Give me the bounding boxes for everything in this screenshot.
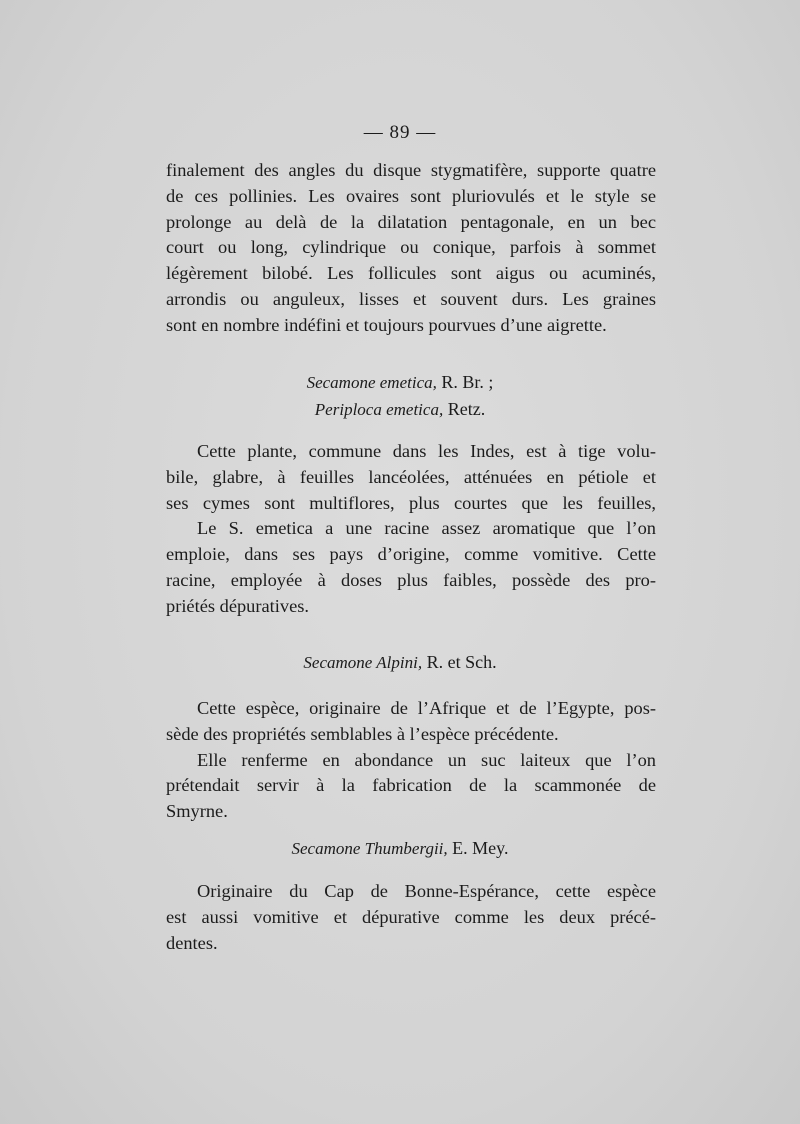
- text-line: racine, employée à doses plus faibles, possède des pro-: [166, 569, 656, 590]
- text-line: bile, glabre, à feuilles lancéolées, atténuées en pétiole et: [166, 466, 656, 487]
- text-line: de ces pollinies. Les ovaires sont pluriovulés et le style se: [166, 185, 656, 206]
- species-name: Secamone emetica,: [306, 373, 437, 392]
- text-line: emploie, dans ses pays d’origine, comme vomitive. Cette: [166, 544, 656, 565]
- species-heading-emetica: [0, 371, 800, 394]
- alpini-paragraph: [166, 696, 656, 825]
- text-line: Cette plante, commune dans les Indes, est à tige volu-: [197, 441, 656, 461]
- page-number: — 89 —: [363, 122, 437, 143]
- species-name: Secamone Thumbergii,: [291, 839, 448, 858]
- text-line: sède des propriétés semblables à l’espèce précédente.: [166, 723, 559, 744]
- synonym-author: Retz.: [447, 399, 486, 419]
- species-heading-thumbergii: [0, 837, 800, 860]
- synonym-name: Periploca emetica,: [314, 400, 444, 419]
- species-synonym-heading: [0, 398, 800, 421]
- species-heading-alpini: [0, 651, 800, 674]
- species-author: E. Mey.: [452, 838, 509, 858]
- text-line: légèrement bilobé. Les follicules sont aigus ou acuminés,: [166, 263, 656, 284]
- text-line: dentes.: [166, 932, 218, 953]
- text-line: Originaire du Cap de Bonne-Espérance, cette espèce: [197, 881, 656, 901]
- text-line: prolonge au delà de la dilatation pentagonale, en un bec: [166, 211, 656, 232]
- species-name: Secamone Alpini,: [303, 653, 423, 672]
- intro-paragraph: [166, 158, 656, 339]
- emetica-paragraph: [166, 439, 656, 620]
- text-line: priétés dépuratives.: [166, 595, 309, 616]
- text-line: Le S. emetica a une racine assez aromatique que l’on: [197, 518, 656, 539]
- text-line: sont en nombre indéfini et toujours pourvues d’une aigrette.: [166, 314, 607, 335]
- thumbergii-paragraph: [166, 879, 656, 956]
- text-line: est aussi vomitive et dépurative comme les deux précé-: [166, 906, 656, 927]
- text-line: Cette espèce, originaire de l’Afrique et de l’Egypte, pos-: [197, 698, 656, 718]
- text-line: court ou long, cylindrique ou conique, parfois à sommet: [166, 237, 656, 258]
- text-line: finalement des angles du disque stygmatifère, supporte quatre: [166, 160, 656, 180]
- text-line: prétendait servir à la fabrication de la scammonée de: [166, 775, 656, 796]
- text-line: ses cymes sont multiflores, plus courtes que les feuilles,: [166, 492, 656, 513]
- text-line: Smyrne.: [166, 801, 228, 822]
- species-author: R. Br. ;: [441, 372, 494, 392]
- species-author: R. et Sch.: [426, 652, 497, 672]
- text-line: arrondis ou anguleux, lisses et souvent durs. Les graines: [166, 288, 656, 309]
- text-line: Elle renferme en abondance un suc laiteux que l’on: [197, 749, 656, 770]
